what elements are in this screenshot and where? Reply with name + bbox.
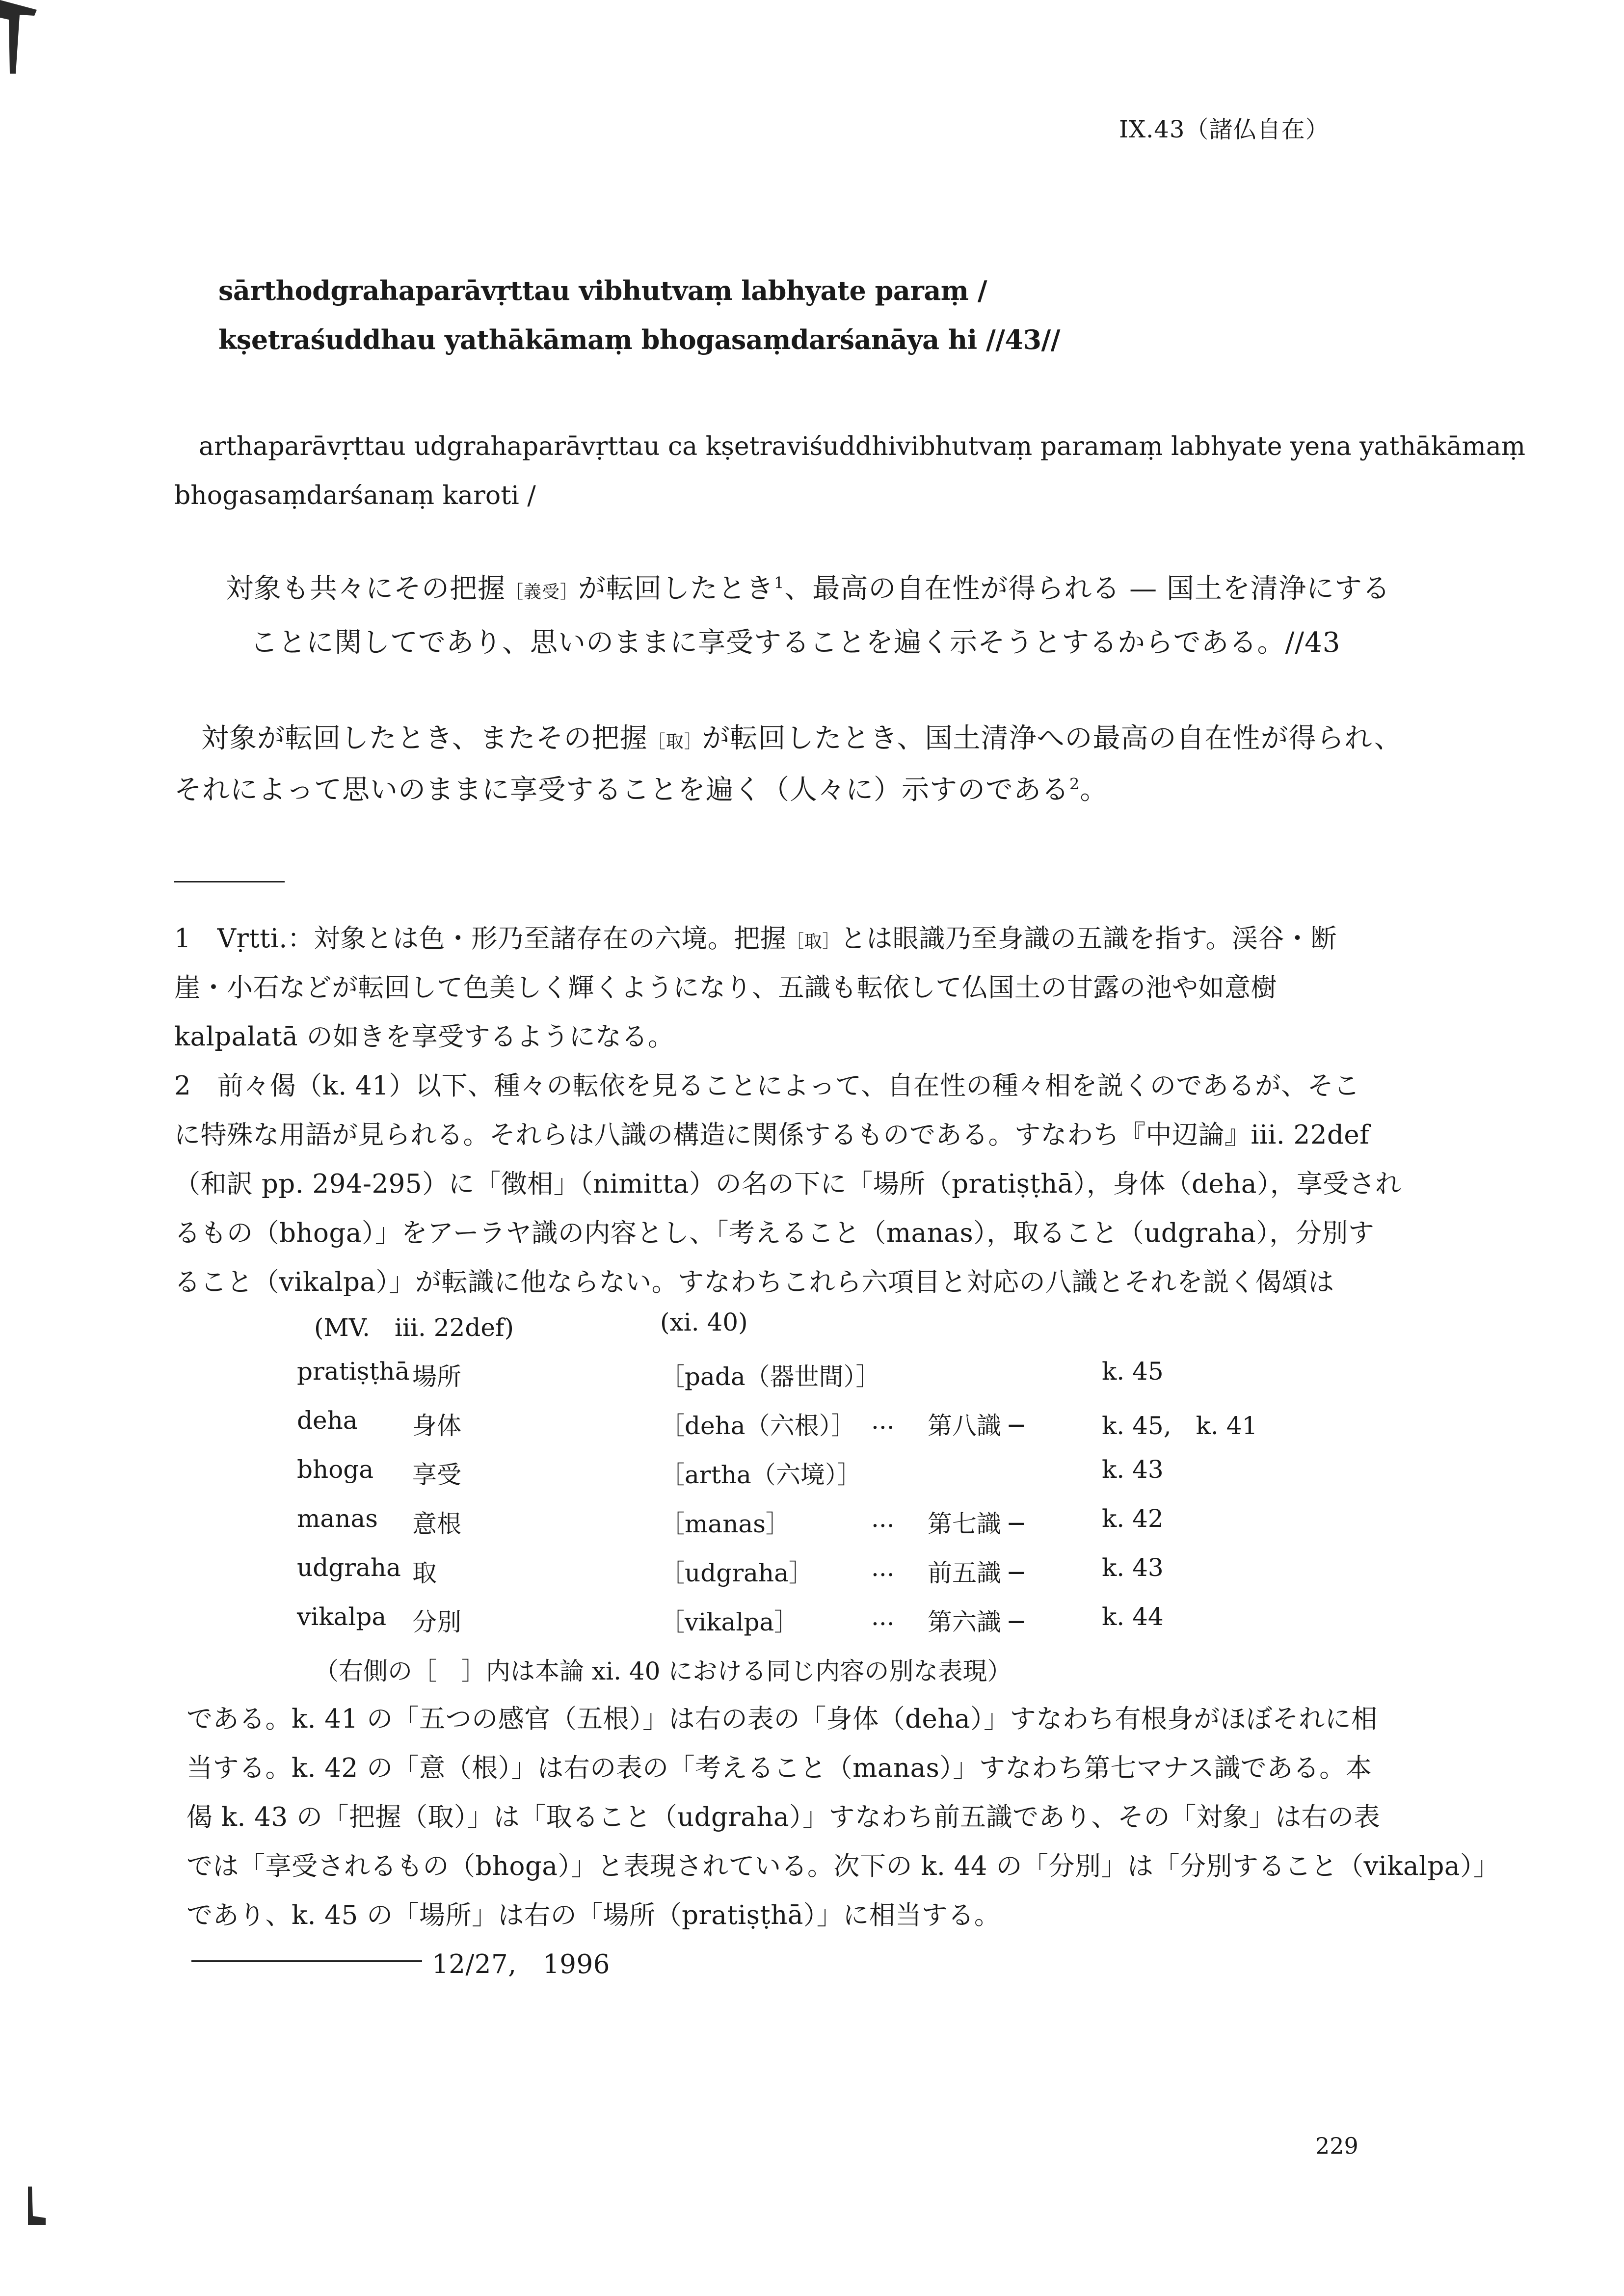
table-row-jp: 享受 — [412, 1461, 461, 1489]
table-head-left: (MV. iii. 22def) — [314, 1313, 514, 1342]
table-row-ref: k. 45 — [1102, 1357, 1164, 1386]
commentary-translation-line-2 — [174, 768, 1108, 807]
footnote-2-line-5: ること（vikalpa）」が転識に他ならない。すなわちこれら六項目と対応の八識とそれを説く偈頌は — [174, 1267, 1334, 1297]
page-number: 229 — [1315, 2133, 1358, 2159]
table-row-dots: ... — [871, 1602, 895, 1631]
table-row-ref: k. 42 — [1102, 1504, 1164, 1533]
table-row-vijnana: 第八識 ─ — [928, 1412, 1024, 1440]
table-caption: （右側の［ ］内は本論 xi. 40 における同じ内容の別な表現） — [314, 1657, 1012, 1685]
footnote-separator — [174, 881, 285, 882]
footnote-2-line-2: に特殊な用語が見られる。それらは八識の構造に関係するものである。すなわち『中辺論』iii. 22def — [174, 1120, 1370, 1150]
commentary-line-1: arthaparāvṛttau udgrahaparāvṛttau ca kṣetraviśuddhivibhutvaṃ paramaṃ labhyate yena yathākāmaṃ — [199, 432, 1526, 461]
verse-translation-text-a: 対象も共々にその把握 — [226, 573, 506, 605]
footnote-1-annotation: ［取］ — [786, 932, 840, 952]
footnote-2-cont-line-5: であり、k. 45 の「場所」は右の「場所（pratiṣṭhā）」に相当する。 — [186, 1900, 1001, 1930]
commentary-line-2: bhogasaṃdarśanaṃ karoti / — [174, 481, 536, 510]
table-row-vijnana: 前五識 ─ — [928, 1559, 1024, 1587]
table-row-ref: k. 45, k. 41 — [1102, 1412, 1258, 1440]
commentary-translation-text-b2: 。 — [1080, 774, 1108, 806]
footnote-ref-2: 2 — [1069, 774, 1080, 794]
verse-translation-text-c: 、最高の自在性が得られる — 国土を清浄にする — [784, 573, 1390, 605]
table-row-dots: ... — [871, 1553, 895, 1582]
table-row-vijnana: 第六識 ─ — [928, 1608, 1024, 1636]
table-row-bracket: ［pada（器世間）］ — [660, 1362, 880, 1391]
footnote-2-cont-line-3: 偈 k. 43 の「把握（取）」は「取ること（udgraha）」すなわち前五識であり、その「対象」は右の表 — [186, 1802, 1381, 1832]
commentary-translation-text-a2: それによって思いのままに享受することを遍く（人々に）示すのである — [174, 774, 1069, 806]
table-row-skt: udgraha — [297, 1553, 401, 1582]
table-row-skt: pratiṣṭhā — [297, 1357, 410, 1386]
annotation-qu: ［取］ — [647, 732, 702, 752]
footnote-2-cont-line-2: 当する。k. 42 の「意（根）」は右の表の「考えること（manas）」すなわち第七マナス識である。本 — [186, 1753, 1372, 1783]
footnote-2-line-4: るもの（bhoga）」をアーラヤ識の内容とし、「考えること（manas），取ること（udgraha），分別す — [174, 1218, 1375, 1248]
footnote-1-text-b: とは眼識乃至身識の五識を指す。渓谷・断 — [840, 924, 1337, 954]
commentary-translation-text-b: が転回したとき、国土清浄への最高の自在性が得られ、 — [702, 722, 1402, 754]
date-line: 12/27, 1996 — [432, 1949, 610, 1979]
footnote-1-line-1 — [174, 918, 1337, 955]
footnote-1-text-a: 1 Vṛtti.：対象とは色・形乃至諸存在の六境。把握 — [174, 924, 787, 954]
table-row-jp: 取 — [412, 1559, 437, 1587]
footnote-2-line-3: （和訳 pp. 294-295）に「徴相」（nimitta）の名の下に「場所（pratiṣṭhā），身体（deha），享受され — [174, 1169, 1402, 1199]
footnote-2-cont-line-1: である。k. 41 の「五つの感官（五根）」は右の表の「身体（deha）」すなわち有根身がほぼそれに相 — [186, 1704, 1378, 1734]
table-row-skt: deha — [297, 1406, 358, 1435]
commentary-translation-line-1 — [201, 717, 1402, 756]
table-row-dots: ... — [871, 1406, 895, 1435]
verse-line-1: sārthodgrahaparāvṛttau vibhutvaṃ labhyate paraṃ / — [218, 275, 987, 306]
commentary-translation-text-a: 対象が転回したとき、またその把握 — [201, 722, 648, 754]
footnote-2-line-1: 2 前々偈（k. 41）以下、種々の転依を見ることによって、自在性の種々相を説くのであるが、そこ — [174, 1071, 1360, 1101]
verse-translation-text-b: が転回したとき — [578, 573, 774, 605]
table-row-skt: bhoga — [297, 1455, 374, 1484]
table-row-jp: 分別 — [412, 1608, 461, 1636]
table-row-bracket: ［vikalpa］ — [660, 1608, 799, 1636]
footnote-2-cont-line-4: では「享受されるもの（bhoga）」と表現されている。次下の k. 44 の「分別」は「分別すること（vikalpa）」 — [186, 1851, 1500, 1881]
table-row-jp: 身体 — [412, 1412, 461, 1440]
table-row-bracket: ［udgraha］ — [660, 1559, 813, 1587]
footnote-1-line-3: kalpalatā の如きを享受するようになる。 — [174, 1022, 674, 1052]
table-row-ref: k. 44 — [1102, 1602, 1164, 1631]
verse-translation-line-2: ことに関してであり、思いのままに享受することを遍く示そうとするからである。//43 — [250, 627, 1341, 659]
table-row-ref: k. 43 — [1102, 1455, 1164, 1484]
table-row-jp: 意根 — [412, 1510, 461, 1538]
date-rule — [191, 1960, 422, 1962]
table-row-ref: k. 43 — [1102, 1553, 1164, 1582]
table-row-jp: 場所 — [412, 1362, 461, 1391]
verse-line-2: kṣetraśuddhau yathākāmaṃ bhogasaṃdarśanāya hi //43// — [218, 324, 1060, 355]
table-row-vijnana: 第七識 ─ — [928, 1510, 1024, 1538]
running-header: IX.43（諸仏自在） — [1119, 116, 1330, 143]
table-row-dots: ... — [871, 1504, 895, 1533]
footnote-1-line-2: 崖・小石などが転回して色美しく輝くようになり、五識も転依して仏国土の甘露の池や如意樹 — [174, 973, 1277, 1003]
scan-edge-mark-top-left — [0, 0, 37, 74]
table-row-skt: vikalpa — [297, 1602, 387, 1631]
table-row-bracket: ［deha（六根）］ — [660, 1412, 856, 1440]
table-head-right: (xi. 40) — [660, 1308, 748, 1336]
footnote-ref-1: 1 — [774, 573, 785, 592]
table-row-bracket: ［manas］ — [660, 1510, 790, 1538]
annotation-yiju: ［義受］ — [506, 582, 579, 602]
table-row-bracket: ［artha（六境）］ — [660, 1461, 862, 1489]
scan-edge-mark-bottom-left — [27, 2187, 47, 2226]
verse-translation-line-1 — [226, 567, 1390, 606]
table-row-skt: manas — [297, 1504, 378, 1533]
